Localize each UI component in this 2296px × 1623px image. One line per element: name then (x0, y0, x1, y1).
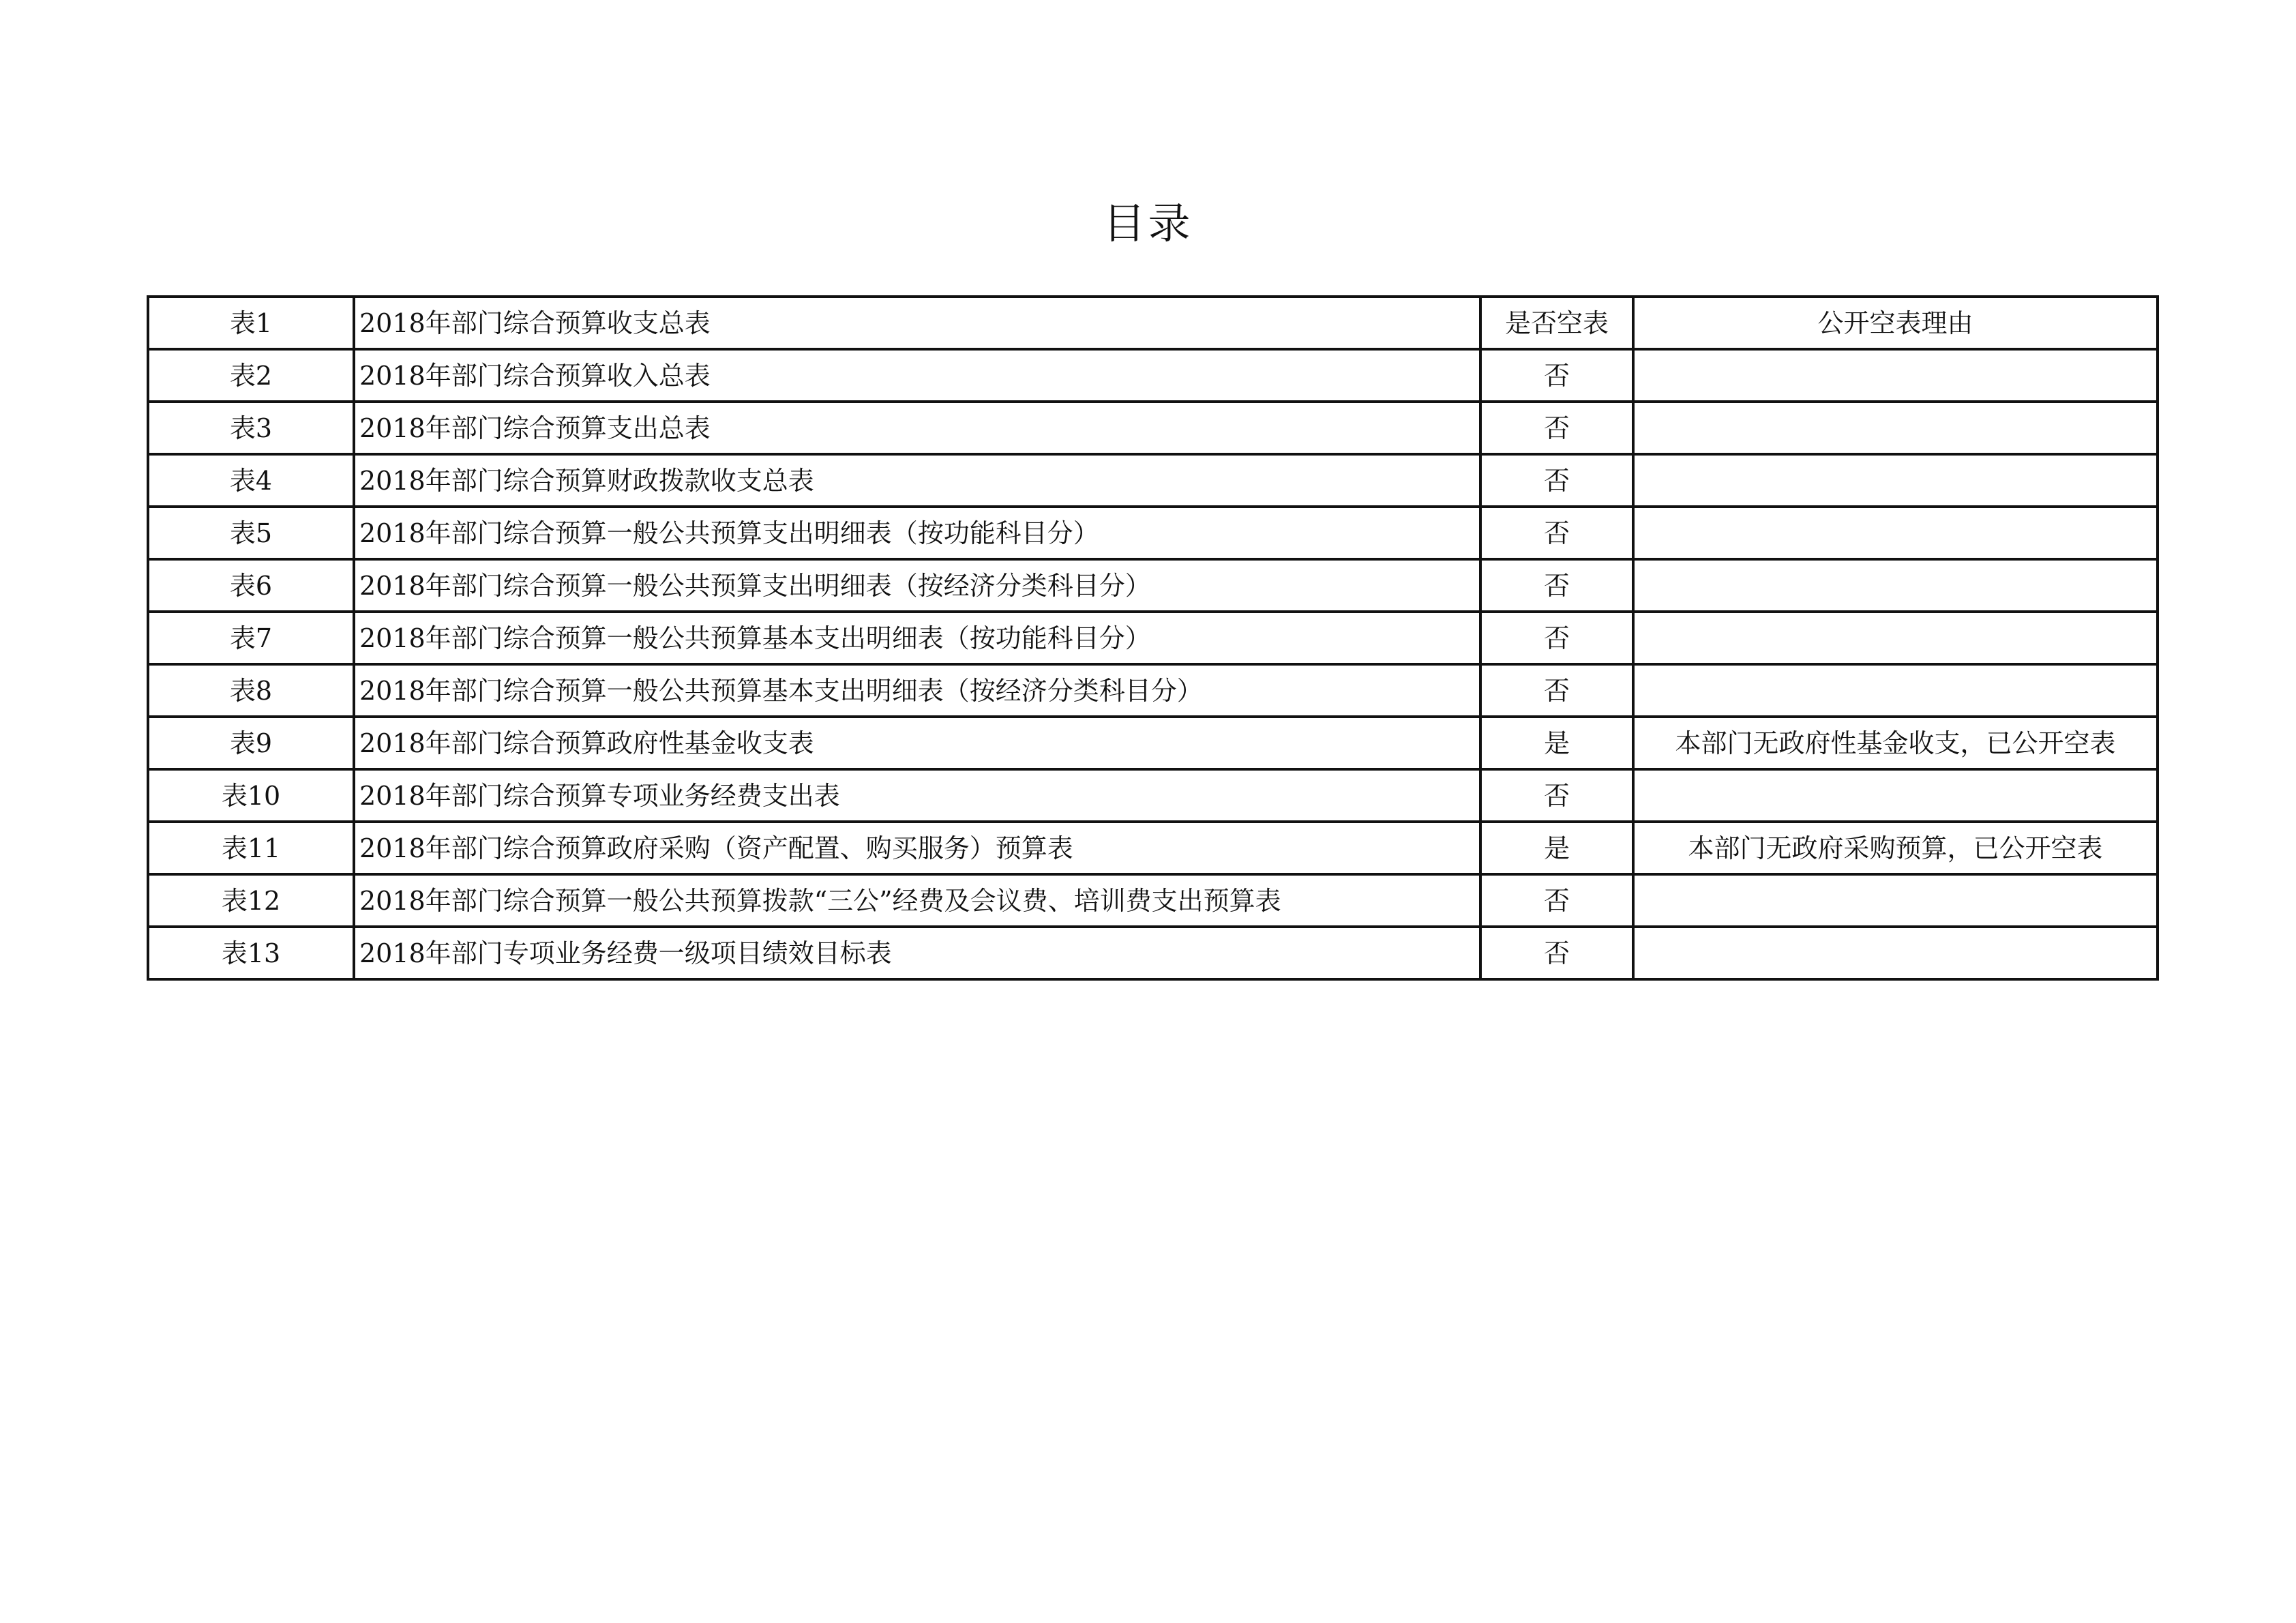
table-row (148, 822, 2158, 874)
table-cell-name: 2018年部门专项业务经费一级项目绩效目标表 (354, 927, 1480, 979)
table-cell-name: 2018年部门综合预算财政拨款收支总表 (354, 454, 1480, 507)
table-row (148, 454, 2158, 507)
table-cell-reason (1633, 349, 2158, 402)
table-cell-name: 2018年部门综合预算一般公共预算拨款“三公”经费及会议费、培训费支出预算表 (354, 874, 1480, 927)
table-cell-number: 表2 (148, 349, 354, 402)
table-cell-reason (1633, 769, 2158, 822)
table-row (148, 612, 2158, 664)
table-cell-number: 表9 (148, 717, 354, 769)
table-row (148, 559, 2158, 612)
table-cell-is-empty: 否 (1480, 612, 1633, 664)
table-cell-number: 表5 (148, 507, 354, 559)
table-cell-number: 表11 (148, 822, 354, 874)
table-cell-number: 表6 (148, 559, 354, 612)
table-row (148, 927, 2158, 979)
toc-table (147, 295, 2159, 981)
table-cell-is-empty: 否 (1480, 349, 1633, 402)
table-cell-reason (1633, 507, 2158, 559)
table-cell-reason (1633, 874, 2158, 927)
table-cell-number: 表12 (148, 874, 354, 927)
table-row (148, 874, 2158, 927)
page-title: 目录 (1103, 198, 1193, 248)
table-cell-is-empty: 否 (1480, 874, 1633, 927)
table-cell-name: 2018年部门综合预算一般公共预算基本支出明细表（按功能科目分） (354, 612, 1480, 664)
table-row (148, 664, 2158, 717)
table-cell-reason (1633, 612, 2158, 664)
table-cell-number: 表10 (148, 769, 354, 822)
table-row (148, 507, 2158, 559)
table-cell-reason (1633, 664, 2158, 717)
table-cell-number: 表8 (148, 664, 354, 717)
table-cell-is-empty: 否 (1480, 402, 1633, 454)
table-cell-reason (1633, 927, 2158, 979)
table-cell-number: 表3 (148, 402, 354, 454)
table-cell-name: 2018年部门综合预算收入总表 (354, 349, 1480, 402)
table-cell-name: 2018年部门综合预算收支总表 (354, 297, 1480, 349)
column-header-reason: 公开空表理由 (1633, 297, 2158, 349)
table-cell-number: 表7 (148, 612, 354, 664)
table-cell-is-empty: 否 (1480, 664, 1633, 717)
table-row (148, 402, 2158, 454)
table-cell-name: 2018年部门综合预算一般公共预算支出明细表（按经济分类科目分） (354, 559, 1480, 612)
table-cell-reason (1633, 402, 2158, 454)
table-cell-number: 表4 (148, 454, 354, 507)
table-cell-name: 2018年部门综合预算专项业务经费支出表 (354, 769, 1480, 822)
table-cell-is-empty: 是 (1480, 717, 1633, 769)
table-cell-reason: 本部门无政府采购预算，已公开空表 (1633, 822, 2158, 874)
table-cell-is-empty: 否 (1480, 927, 1633, 979)
table-header-row (148, 297, 2158, 349)
table-cell-is-empty: 否 (1480, 769, 1633, 822)
table-cell-name: 2018年部门综合预算支出总表 (354, 402, 1480, 454)
table-row (148, 769, 2158, 822)
table-cell-name: 2018年部门综合预算政府性基金收支表 (354, 717, 1480, 769)
table-row (148, 349, 2158, 402)
table-cell-is-empty: 否 (1480, 559, 1633, 612)
table-cell-name: 2018年部门综合预算政府采购（资产配置、购买服务）预算表 (354, 822, 1480, 874)
table-cell-is-empty: 是 (1480, 822, 1633, 874)
table-cell-number: 表1 (148, 297, 354, 349)
table-cell-reason (1633, 454, 2158, 507)
table-cell-reason: 本部门无政府性基金收支，已公开空表 (1633, 717, 2158, 769)
table-cell-is-empty: 否 (1480, 454, 1633, 507)
table-cell-number: 表13 (148, 927, 354, 979)
table-cell-is-empty: 否 (1480, 507, 1633, 559)
column-header-is-empty: 是否空表 (1480, 297, 1633, 349)
table-cell-reason (1633, 559, 2158, 612)
table-row (148, 717, 2158, 769)
table-cell-name: 2018年部门综合预算一般公共预算支出明细表（按功能科目分） (354, 507, 1480, 559)
table-cell-name: 2018年部门综合预算一般公共预算基本支出明细表（按经济分类科目分） (354, 664, 1480, 717)
